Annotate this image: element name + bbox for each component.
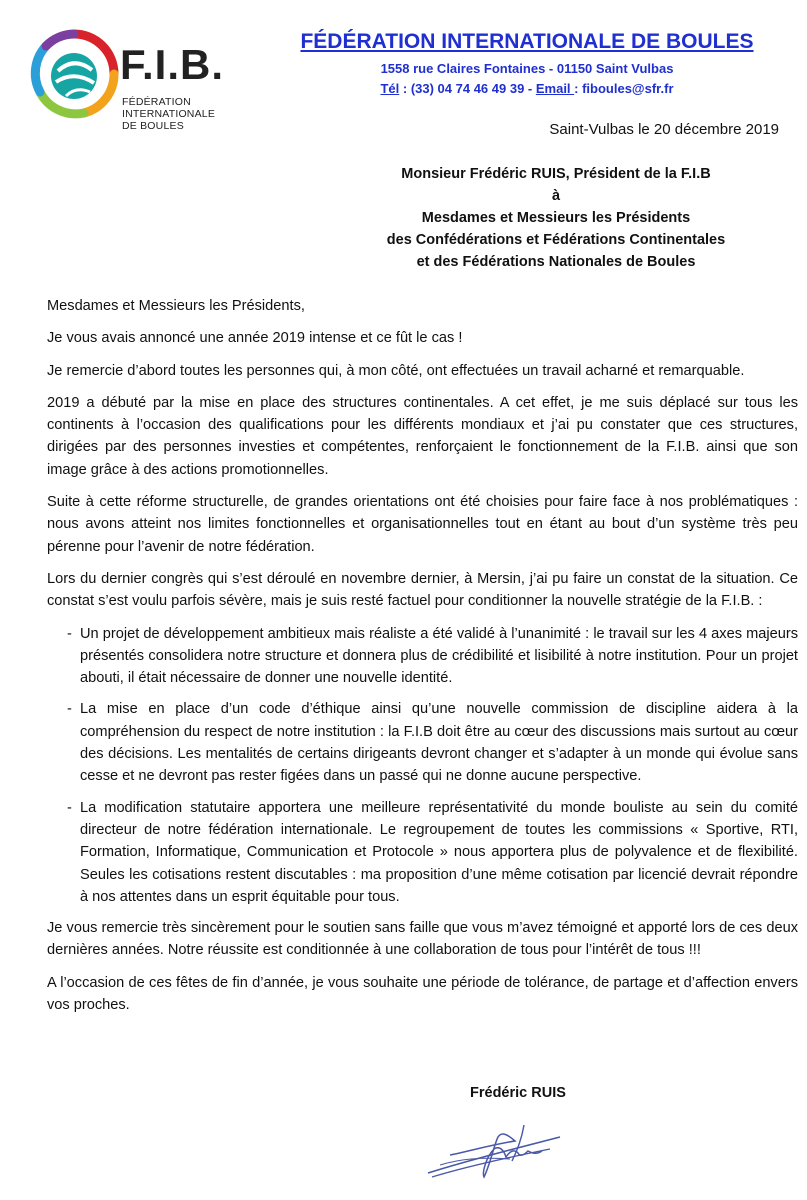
paragraph: Je remercie d’abord toutes les personnes qui, à mon côté, ont effectuées un travail acharné et remarquable. — [47, 362, 745, 379]
bullet-dash: - — [67, 799, 72, 816]
address-line: et des Fédérations Nationales de Boules — [416, 254, 696, 270]
address-line: Monsieur Frédéric RUIS, Président de la F.I.B — [401, 166, 711, 182]
list-item — [47, 797, 798, 908]
federation-contact — [290, 81, 764, 96]
fib-logo — [28, 26, 268, 132]
paragraph: Suite à cette réforme structurelle, de grandes orientations ont été choisies pour faire face à nos problématiques : nous avons atteint nos limites fonctionnelles et organisationnelles tout en étant au bout d’un système très peu pérenne pour l’avenir de notre fédération. — [47, 494, 798, 555]
fib-logo-ring-icon — [28, 26, 120, 126]
list-item-text: La modification statutaire apportera une meilleure représentativité du monde bouliste au sein du comité directeur de notre fédération internationale. Le regroupement de toutes les commissions « Sportive, RTI, Formation, Informatique, Communication et Protocole » nous apportera plus de polyvalence et de flexibilité. Seules les cotisations restent discutables : ma proposition d’une même cotisation par licencié devrait répondre à nos attentes dans un esprit équitable pour tous. — [80, 799, 798, 905]
tel-value: : (33) 04 74 46 49 39 - — [399, 81, 536, 96]
paragraph: Je vous remercie très sincèrement pour le soutien sans faille que vous m’avez témoigné et apporté lors de ces deux dernières années. Notre réussite est conditionnée à une collaboration de tous pour l’intérêt de tous !!! — [47, 920, 798, 959]
handwritten-signature-icon — [420, 1115, 570, 1185]
paragraph: A l’occasion de ces fêtes de fin d’année, je vous souhaite une période de tolérance, de partage et d’affection envers vos proches. — [47, 974, 798, 1014]
signer-name: Frédéric RUIS — [470, 1085, 566, 1101]
list-item — [47, 623, 798, 690]
federation-address: 1558 rue Claires Fontaines - 01150 Saint Vulbas — [380, 61, 674, 76]
logo-subtitle: FÉDÉRATION INTERNATIONALE DE BOULES — [122, 96, 216, 132]
strategy-list — [47, 623, 798, 909]
paragraph: Lors du dernier congrès qui s’est déroulé en novembre dernier, à Mersin, j’ai pu faire un constat de la situation. Ce constat s’est voulu parfois sévère, mais je suis resté factuel pour conditionner la nouvelle stratégie de la F.I.B. : — [47, 570, 798, 610]
letter-body — [47, 295, 798, 1026]
bullet-dash: - — [67, 625, 72, 642]
address-line: Mesdames et Messieurs les Présidents — [421, 210, 691, 226]
paragraph: Je vous avais annoncé une année 2019 intense et ce fût le cas ! — [47, 330, 463, 347]
list-item-text: Un projet de développement ambitieux mais réaliste a été validé à l’unanimité : le travail sur les 4 axes majeurs présentés consolidera notre structure et donnera plus de crédibilité et lisibilité à notre institution. Pour un projet abouti, il était nécessaire de donner une nouvelle identité. — [80, 625, 798, 687]
list-item — [47, 698, 798, 787]
tel-label: Tél — [380, 81, 400, 96]
email-label: Email — [535, 81, 575, 96]
paragraph: 2019 a débuté par la mise en place des structures continentales. A cet effet, je me suis déplacé sur tous les continents à l’occasion des qualifications pour les différents mondiaux et j’ai pu constater que ces structures, dirigées par des personnes investies et compétentes, renforçaient le fonctionnement de la F.I.B. ainsi que son image grâce à des actions promotionnelles. — [47, 394, 798, 478]
place-date: Saint-Vulbas le 20 décembre 2019 — [549, 121, 779, 138]
address-line: à — [551, 188, 561, 204]
salutation: Mesdames et Messieurs les Présidents, — [47, 298, 305, 314]
federation-title: FÉDÉRATION INTERNATIONALE DE BOULES — [300, 30, 754, 53]
address-line: des Confédérations et Fédérations Continentales — [386, 232, 726, 248]
list-item-text: La mise en place d’un code d’éthique ainsi qu’une nouvelle commission de discipline aidera à la compréhension du respect de notre institution : la F.I.B doit être au cœur des discussions mais surtout au cœur des décisions. Les mentalités de certains dirigeants devront changer et s’adapter à un monde qui évolue sans cesse et ne devront pas rester figées dans un passé qui ne donne aucune perspective. — [80, 701, 798, 785]
bullet-dash: - — [67, 701, 72, 718]
logo-wordmark: F.I.B. — [120, 41, 225, 88]
address-block — [300, 163, 807, 273]
email-value: : fiboules@sfr.fr — [574, 81, 674, 96]
